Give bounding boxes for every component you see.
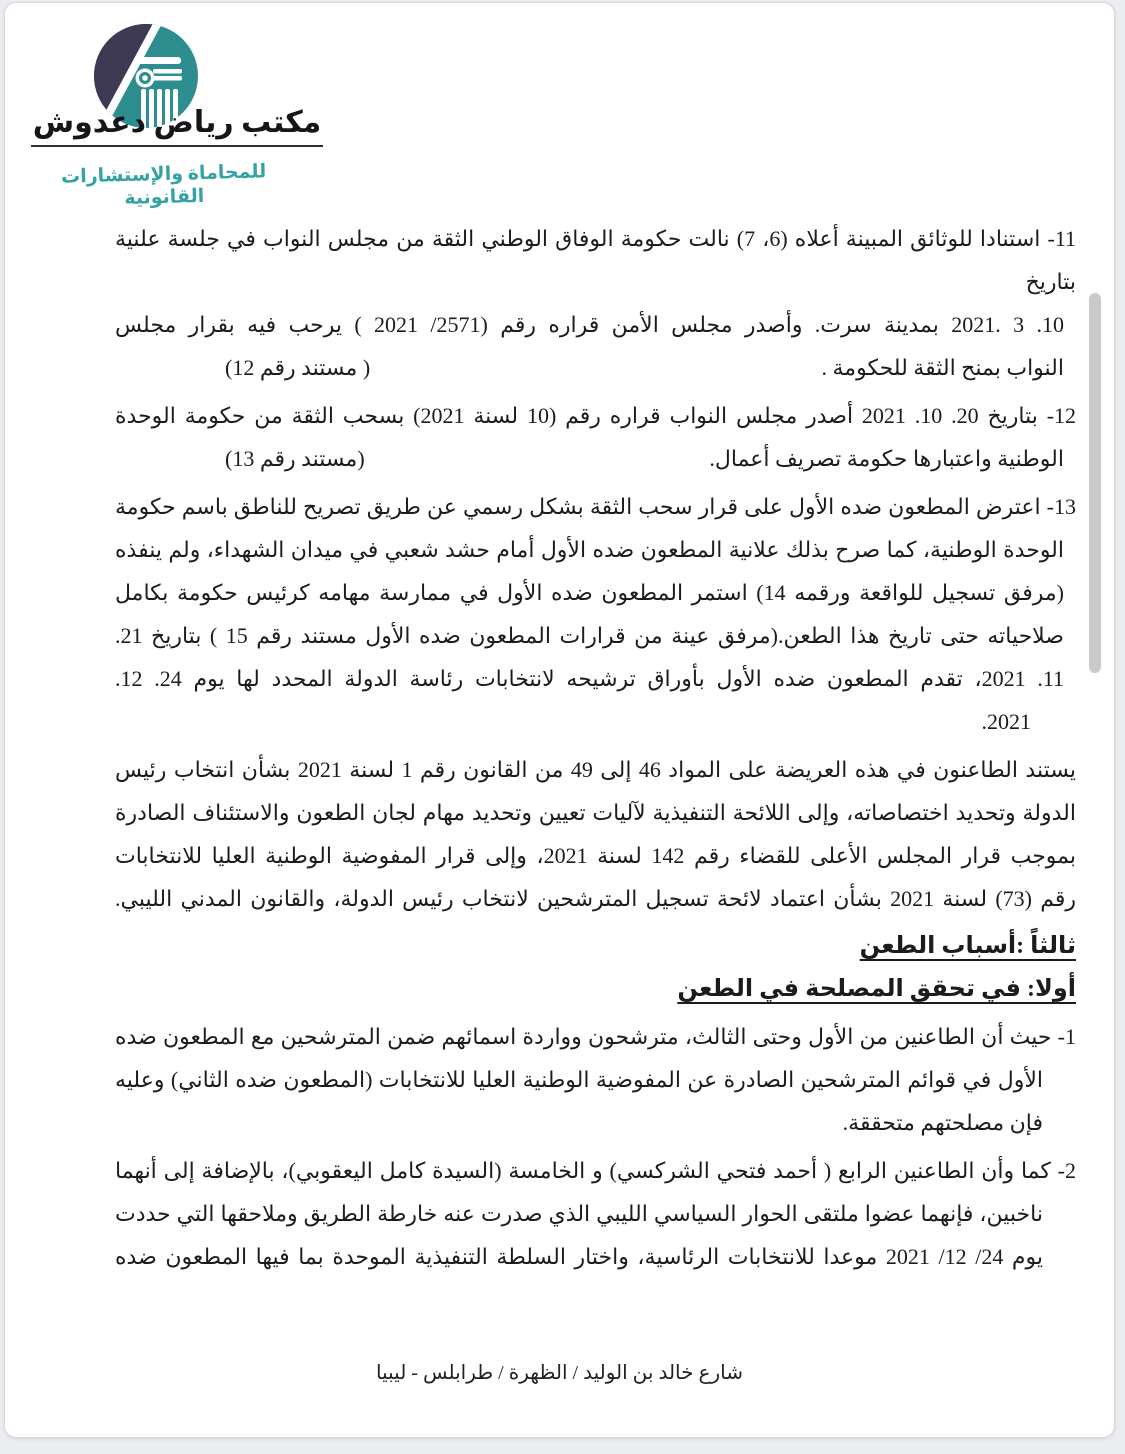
paragraph-line: 2021. [981, 709, 1031, 734]
paragraph-line [115, 346, 1076, 389]
paragraph-line: فإن مصلحتهم متحققة. [842, 1110, 1043, 1135]
paragraph-line: الأول في قوائم المترشحين الصادرة عن المفوضية الوطنية العليا للانتخابات (المطعون ضده الثاني) وعليه [115, 1067, 1043, 1092]
paragraph-tail-text: الوطنية واعتبارها حكومة تصريف أعمال. [709, 446, 1064, 471]
paragraph-11 [115, 217, 1076, 389]
paragraph-line: 2- كما وأن الطاعنين الرابع ( أحمد فتحي الشركسي) و الخامسة (السيدة كامل اليعقوبي)، بالإضافة إلى أنهما [115, 1158, 1076, 1183]
paragraph-line: 11- استنادا للوثائق المبينة أعلاه (6، 7) نالت حكومة الوفاق الوطني الثقة من مجلس النواب في جلسة علنية بتاريخ [115, 226, 1077, 294]
scrollbar-thumb[interactable] [1089, 293, 1101, 673]
ground-item-1 [115, 1015, 1076, 1144]
exhibit-reference: ( مستند رقم 12) [225, 355, 371, 380]
paragraph-line: يوم 24/ 12/ 2021 موعدا للانتخابات الرئاسية، واختار السلطة التنفيذية الموحدة بما فيها المطعون ضده [115, 1244, 1044, 1269]
footer-address: شارع خالد بن الوليد / الظهرة / طرابلس - ليبيا [376, 1362, 743, 1384]
paragraph-line: 13- اعترض المطعون ضده الأول على قرار سحب الثقة بشكل رسمي عن طريق تصريح للناطق باسم حكومة [115, 494, 1076, 519]
document-body [115, 217, 1076, 1283]
paragraph-line: بموجب قرار المجلس الأعلى للقضاء رقم 142 لسنة 2021، وإلى قرار المفوضية الوطنية العليا للانتخابات [115, 843, 1077, 868]
paragraph-line: (مرفق تسجيل للواقعة ورقمه 14) استمر المطعون ضده الأول في ممارسة مهامه كرئيس حكومة بكامل [115, 580, 1064, 605]
office-subtitle: للمحاماة والإستشارات القانونية [60, 161, 267, 210]
paragraph-line: 12- بتاريخ 20. 10. 2021 أصدر مجلس النواب قراره رقم (10 لسنة 2021) بسحب الثقة من حكومة الوحدة [115, 403, 1077, 428]
exhibit-reference: (مستند رقم 13) [225, 446, 365, 471]
paragraph-12 [115, 394, 1076, 480]
paragraph-line [115, 437, 1076, 480]
paragraph-line: رقم (73) لسنة 2021 بشأن اعتماد لائحة تسجيل المترشحين لانتخاب رئيس الدولة، والقانون المدني الليبي. [115, 886, 1077, 911]
section-heading-interest: أولا: في تحقق المصلحة في الطعن [677, 976, 1076, 1002]
office-name: مكتب رياض دعدوش [31, 105, 323, 147]
paragraph-13 [115, 485, 1076, 743]
paragraph-line: يستند الطاعنون في هذه العريضة على المواد 46 إلى 49 من القانون رقم 1 لسنة 2021 بشأن انتخاب رئيس [115, 757, 1077, 782]
paragraph-line: صلاحياته حتى تاريخ هذا الطعن.(مرفق عينة من قرارات المطعون ضده الأول مستند رقم 15 ) بتاريخ 21. [115, 623, 1064, 648]
document-page [4, 2, 1115, 1438]
section-heading-appeal-grounds: ثالثاً :أسباب الطعن [859, 933, 1076, 959]
paragraph-line: 11. 2021، تقدم المطعون ضده الأول بأوراق ترشيحه لانتخابات رئاسة الدولة المحدد لها يوم 24. 12. [115, 666, 1065, 691]
paragraph-line: الوحدة الوطنية، كما صرح بذلك علانية المطعون ضده الأول أمام حشد شعبي في ميدان الشهداء، ولم ينفذه [115, 537, 1064, 562]
paragraph-line: الدولة وتحديد اختصاصاته، وإلى اللائحة التنفيذية لآليات تعيين وتحديد مهام لجان الطعون والاستئناف الصادرة [115, 800, 1076, 825]
paragraph-line: ناخبين، فإنهما عضوا ملتقى الحوار السياسي الليبي الذي صدرت عنه خارطة الطريق وملاحقها التي حددت [115, 1201, 1043, 1226]
paragraph-legal-basis [115, 748, 1076, 920]
paragraph-tail-text: النواب بمنح الثقة للحكومة . [821, 355, 1064, 380]
ground-item-2 [115, 1149, 1076, 1278]
paragraph-line: 10. 3 .2021 بمدينة سرت. وأصدر مجلس الأمن قراره رقم (2571/ 2021 ) يرحب فيه بقرار مجلس [115, 312, 1065, 337]
paragraph-line: 1- حيث أن الطاعنين من الأول وحتى الثالث، مترشحون وواردة اسمائهم ضمن المترشحين مع المطعون ضده [115, 1024, 1076, 1049]
